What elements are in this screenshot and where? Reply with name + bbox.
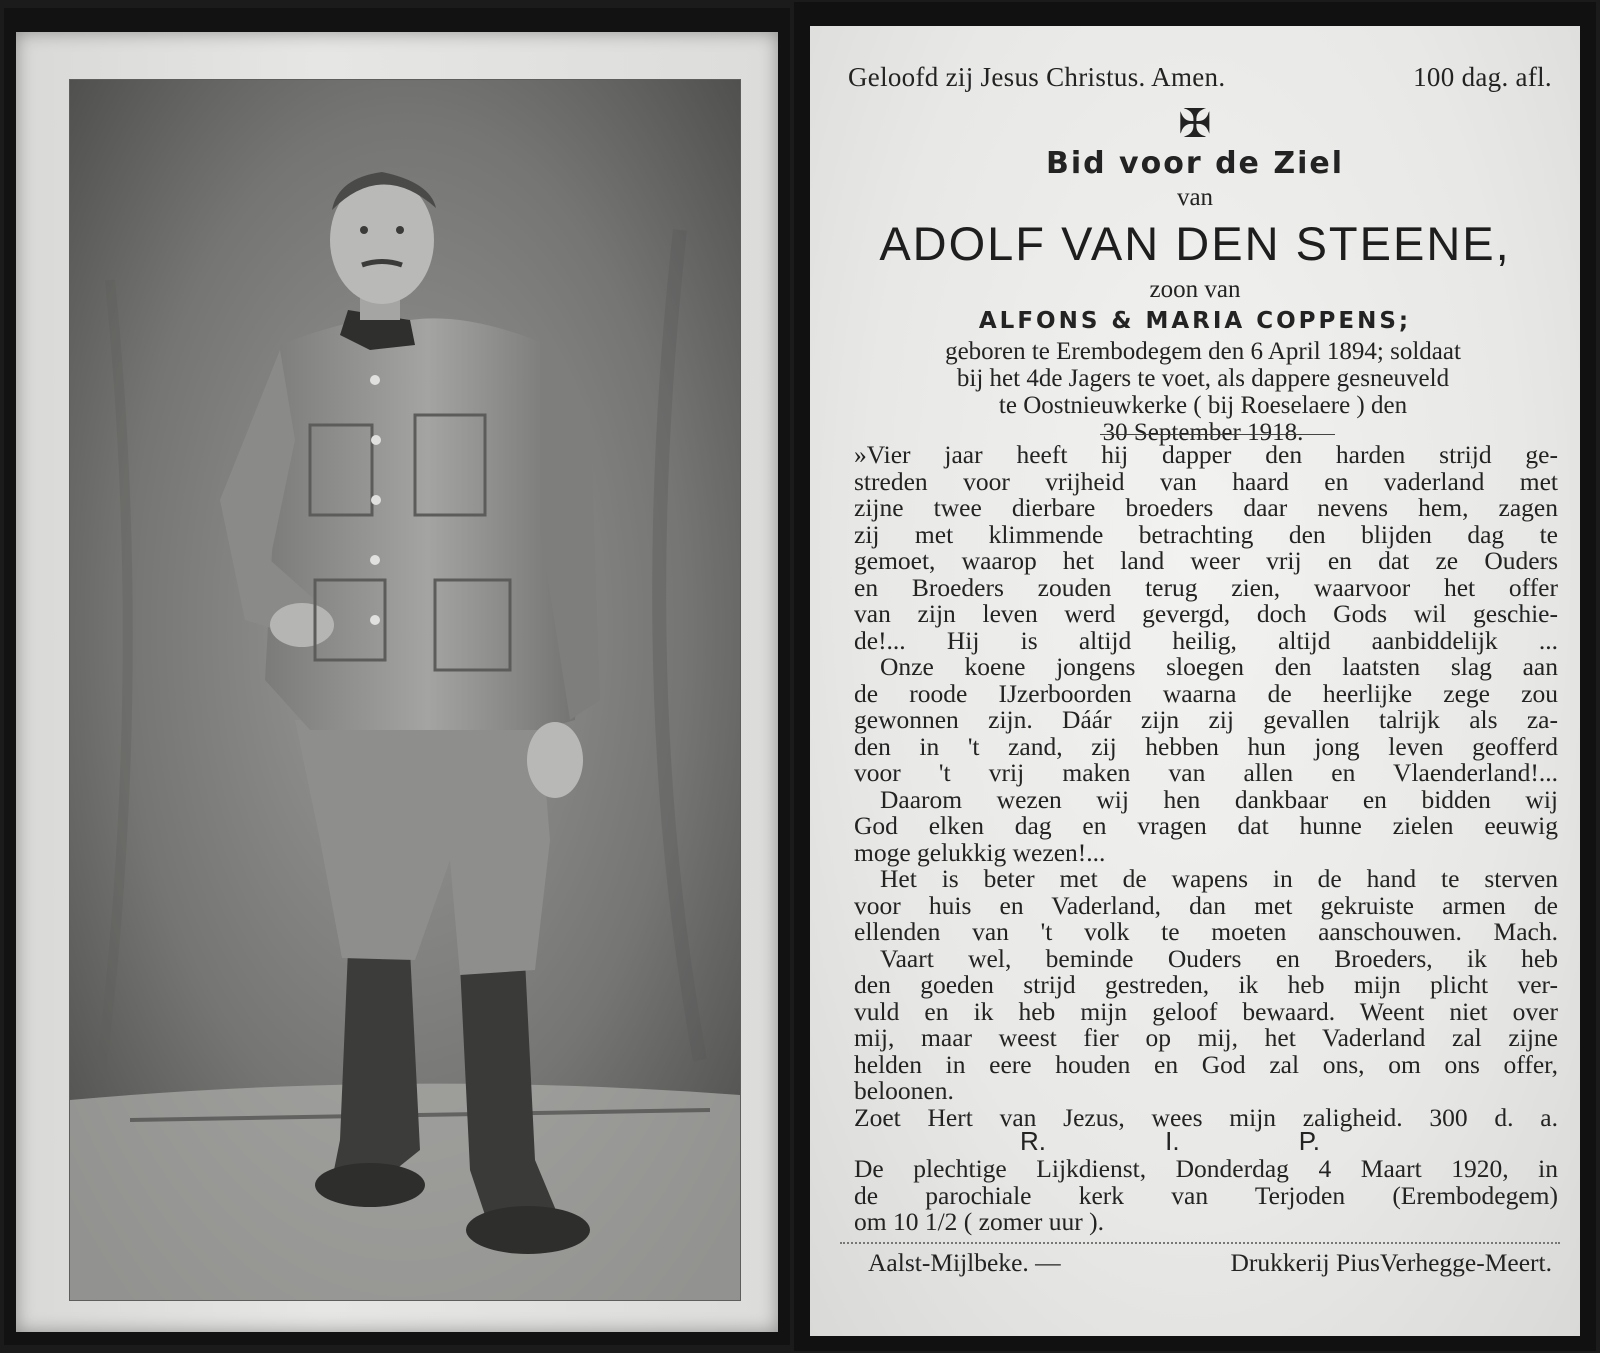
text-line: zijne twee dierbare broeders daar nevens hem, zagen xyxy=(854,493,1558,522)
van-label: van xyxy=(1176,184,1214,211)
text-line: streden voor vrijheid van haard en vaderland met xyxy=(854,466,1558,496)
rip-letters xyxy=(1020,1126,1320,1157)
birth-line: te Oostnieuwkerke ( bij Roeselaere ) den xyxy=(998,392,1408,419)
text-line: moge gelukkig wezen!... xyxy=(854,837,1106,867)
funeral-notice xyxy=(854,1156,1558,1236)
header-indulgence: 100 dag. afl. xyxy=(1413,62,1552,92)
funeral-line: de parochiale kerk van Terjoden (Erembodegem) xyxy=(854,1180,1558,1210)
birth-line: bij het 4de Jagers te voet, als dappere gesneuveld xyxy=(956,365,1450,392)
text-line: de roode IJzerboorden waarna de heerlijke zege zou xyxy=(854,678,1558,708)
printer-name: Drukkerij PiusVerhegge-Meert. xyxy=(1230,1248,1552,1277)
son-of-label: zoon van xyxy=(1149,276,1241,303)
printer-line xyxy=(868,1248,1552,1278)
text-line: Zoet Hert van Jezus, wees mijn zaligheid. 300 d. a. xyxy=(854,1102,1558,1132)
photo-card xyxy=(4,8,790,1345)
text-line: Het is beter met de wapens in de hand te sterven xyxy=(880,864,1558,893)
birth-line: 30 September 1918. xyxy=(1102,419,1304,446)
rip-i: I. xyxy=(1165,1126,1180,1156)
text-line: helden in eere houden en God zal ons, om ons offer, xyxy=(854,1049,1558,1079)
memorial-paper xyxy=(810,26,1580,1336)
birth-line: geboren te Erembodegem den 6 April 1894; soldaat xyxy=(945,338,1461,365)
memorial-text xyxy=(854,442,1558,1131)
dotted-divider xyxy=(840,1242,1560,1244)
deceased-name: ADOLF VAN DEN STEENE, xyxy=(879,217,1511,270)
cross-icon: ✠ xyxy=(1178,101,1212,147)
soldier-photograph xyxy=(70,80,740,1300)
divider-rule xyxy=(1100,434,1335,435)
pray-heading: Bid voor de Ziel xyxy=(1045,146,1344,181)
header-prayer: Geloofd zij Jesus Christus. Amen. xyxy=(848,62,1226,92)
text-line: ellenden van 't volk te moeten aanschouwen. Mach. xyxy=(854,917,1558,946)
text-line: gewonnen zijn. Dáár zijn zij gevallen talrijk als za- xyxy=(854,705,1558,734)
text-line: Daarom wezen wij hen dankbaar en bidden wij xyxy=(880,784,1558,814)
printer-place: Aalst-Mijlbeke. — xyxy=(868,1248,1061,1277)
text-line: »Vier jaar heeft hij dapper den harden strijd ge- xyxy=(854,440,1558,469)
memorial-card xyxy=(794,2,1596,1351)
text-line: den goeden strijd gestreden, ik heb mijn plicht ver- xyxy=(854,970,1558,999)
text-line: voor 't vrij maken van allen en Vlaenderland!... xyxy=(854,758,1558,787)
text-line: gemoet, waarop het land weer vrij en dat ze Ouders xyxy=(854,546,1558,575)
text-line: van zijn leven werd gevergd, doch Gods wil geschie- xyxy=(854,599,1558,628)
text-line: en Broeders zouden terug zien, waarvoor het offer xyxy=(854,572,1558,602)
text-line: zij met klimmende betrachting den blijden dag te xyxy=(854,519,1558,549)
text-line: de!... Hij is altijd heilig, altijd aanbiddelijk ... xyxy=(854,625,1558,655)
rip-r: R. xyxy=(1020,1126,1046,1156)
photo-mount xyxy=(16,32,778,1332)
header-line xyxy=(848,62,1552,93)
text-line: beloonen. xyxy=(854,1076,954,1105)
funeral-line: om 10 1/2 ( zomer uur ). xyxy=(854,1207,1104,1236)
text-line: den in 't zand, zij hebben hun jong leven geofferd xyxy=(854,731,1558,761)
text-line: voor huis en Vaderland, dan met gekruiste armen de xyxy=(854,890,1558,920)
parents-names: ALFONS & MARIA COPPENS; xyxy=(978,308,1412,334)
text-line: mij, maar weest fier op mij, het Vaderland zal zijne xyxy=(854,1023,1558,1052)
text-line: God elken dag en vragen dat hunne zielen eeuwig xyxy=(854,811,1558,840)
text-line: Onze koene jongens sloegen den laatsten slag aan xyxy=(880,652,1558,681)
funeral-line: De plechtige Lijkdienst, Donderdag 4 Maart 1920, in xyxy=(854,1154,1558,1183)
text-line: Vaart wel, beminde Ouders en Broeders, ik heb xyxy=(880,943,1558,973)
rip-p: P. xyxy=(1298,1126,1320,1156)
text-line: vuld en ik heb mijn geloof bewaard. Weent niet over xyxy=(854,996,1558,1026)
soldier-figure-image xyxy=(70,80,740,1300)
birth-death-details xyxy=(850,338,1556,446)
